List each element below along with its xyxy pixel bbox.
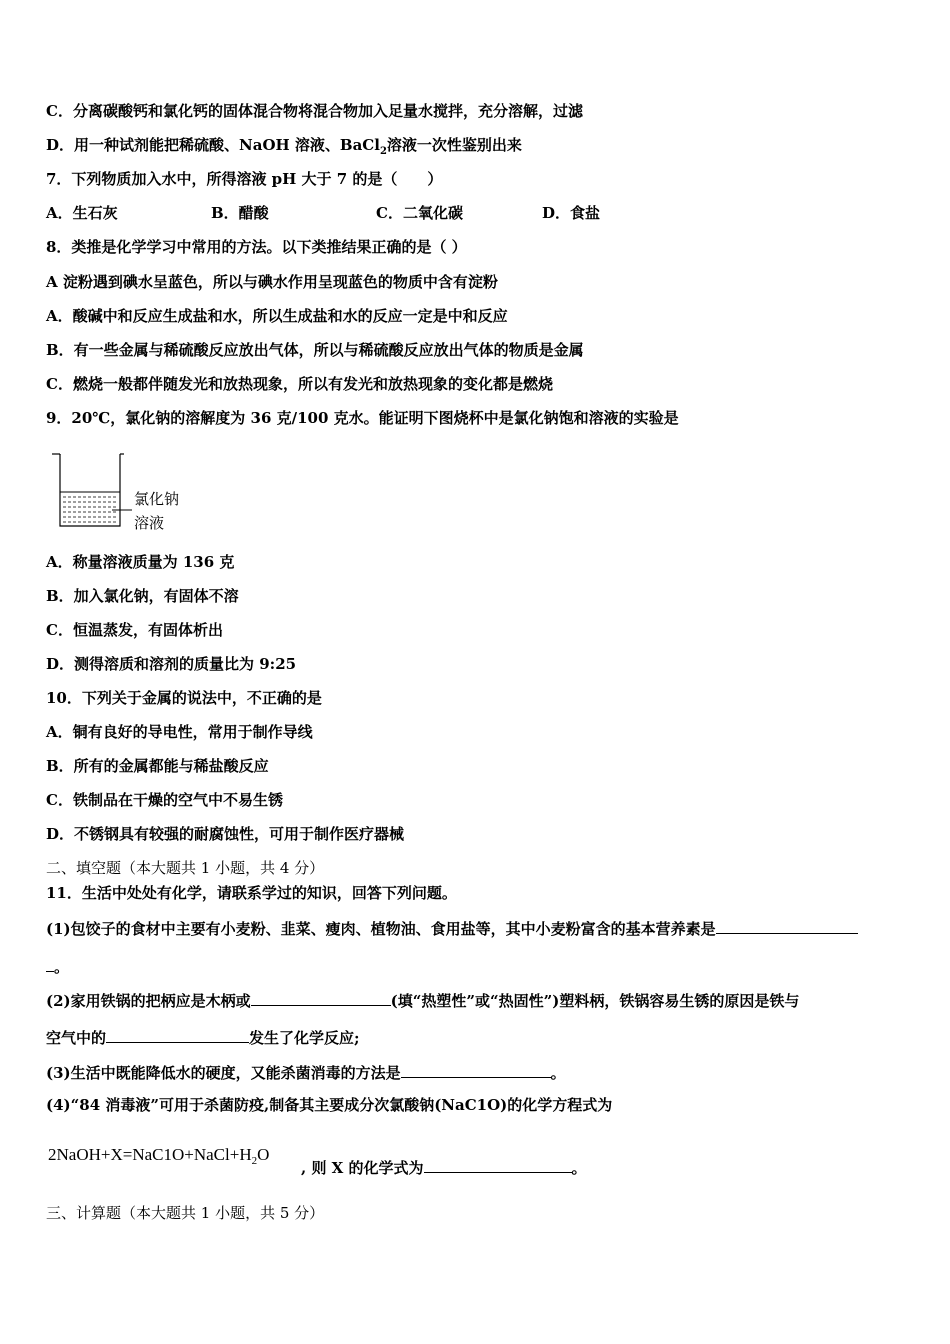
q11-part-2-cont: 空气中的 发生了化学反应; — [46, 1026, 360, 1048]
q10-option-d: D．不锈钢具有较强的耐腐蚀性，可用于制作医疗器械 — [46, 825, 405, 843]
q8-option-b: B．有一些金属与稀硫酸反应放出气体，所以与稀硫酸反应放出气体的物质是金属 — [46, 341, 584, 359]
q10-option-a: A．铜有良好的导电性，常用于制作导线 — [46, 723, 313, 741]
section-2-heading: 二、填空题（本大题共 1 小题，共 4 分） — [46, 859, 325, 877]
option-d-reagent: D．用一种试剂能把稀硫酸、NaOH 溶液、BaCl$_2$溶液一次性鉴别出来 — [46, 136, 522, 157]
q11-part-2: (2)家用铁锅的把柄应是木柄或 (填“热塑性”或“热固性”)塑料柄，铁锅容易生锈的原因是铁与 — [46, 989, 799, 1011]
answer-blank-2[interactable] — [251, 989, 391, 1006]
q11-part-1: (1)包饺子的食材中主要有小麦粉、韭菜、瘦肉、植物油、食用盐等，其中小麦粉富含的基本营养素是 — [46, 917, 858, 939]
question-10: 10．下列关于金属的说法中，不正确的是 — [46, 689, 322, 707]
q8-option-a: A．酸碱中和反应生成盐和水，所以生成盐和水的反应一定是中和反应 — [46, 307, 508, 325]
question-8: 8．类推是化学学习中常用的方法。以下类推结果正确的是（ ） — [46, 238, 467, 256]
answer-blank-5[interactable] — [424, 1156, 572, 1173]
q11-part-4: (4)“84 消毒液”可用于杀菌防疫,制备其主要成分次氯酸钠(NaC1O)的化学方程式为 — [46, 1096, 613, 1114]
answer-blank-4[interactable] — [401, 1061, 551, 1078]
q10-option-b: B．所有的金属都能与稀盐酸反应 — [46, 757, 269, 775]
question-11: 11．生活中处处有化学，请联系学过的知识，回答下列问题。 — [46, 884, 457, 902]
beaker-diagram — [50, 452, 210, 534]
q8-option-c: C．燃烧一般都伴随发光和放热现象，所以有发光和放热现象的变化都是燃烧 — [46, 375, 553, 393]
q8-statement-starch: A 淀粉遇到碘水呈蓝色，所以与碘水作用呈现蓝色的物质中含有淀粉 — [46, 273, 498, 291]
option-c-separation: C．分离碳酸钙和氯化钙的固体混合物将混合物加入足量水搅拌，充分溶解，过滤 — [46, 102, 583, 120]
section-3-heading: 三、计算题（本大题共 1 小题，共 5 分） — [46, 1204, 325, 1222]
q7-option-a: A．生石灰 — [46, 204, 118, 222]
question-9: 9．20℃，氯化钠的溶解度为 36 克/100 克水。能证明下图烧杯中是氯化钠饱和溶液的实验是 — [46, 409, 679, 427]
answer-blank-1[interactable] — [716, 917, 858, 934]
equation-question: , 则 X 的化学式为 。 — [301, 1156, 587, 1178]
q10-option-c: C．铁制品在干燥的空气中不易生锈 — [46, 791, 283, 809]
q7-option-d: D．食盐 — [542, 204, 601, 222]
q9-option-c: C．恒温蒸发，有固体析出 — [46, 621, 223, 639]
q9-option-b: B．加入氯化钠，有固体不溶 — [46, 587, 239, 605]
answer-blank-3[interactable] — [106, 1026, 249, 1043]
q7-option-b: B．醋酸 — [211, 204, 269, 222]
q11-part-3: (3)生活中既能降低水的硬度，又能杀菌消毒的方法是 。 — [46, 1061, 566, 1083]
q9-option-a: A．称量溶液质量为 136 克 — [46, 553, 235, 571]
question-7: 7．下列物质加入水中，所得溶液 pH 大于 7 的是（ ） — [46, 170, 443, 188]
q11-part-1-end: 。 — [46, 955, 69, 977]
chemical-equation: $2NaOH+X=NaC1O+NaCl+H_2O$ — [48, 1145, 270, 1167]
answer-blank-1-cont[interactable] — [46, 955, 54, 972]
q7-option-c: C．二氧化碳 — [376, 204, 463, 222]
q9-option-d: D．测得溶质和溶剂的质量比为 9:25 — [46, 655, 297, 673]
beaker-label-sodium-chloride: 氯化钠 — [134, 490, 180, 508]
beaker-label-solution: 溶液 — [134, 514, 165, 532]
